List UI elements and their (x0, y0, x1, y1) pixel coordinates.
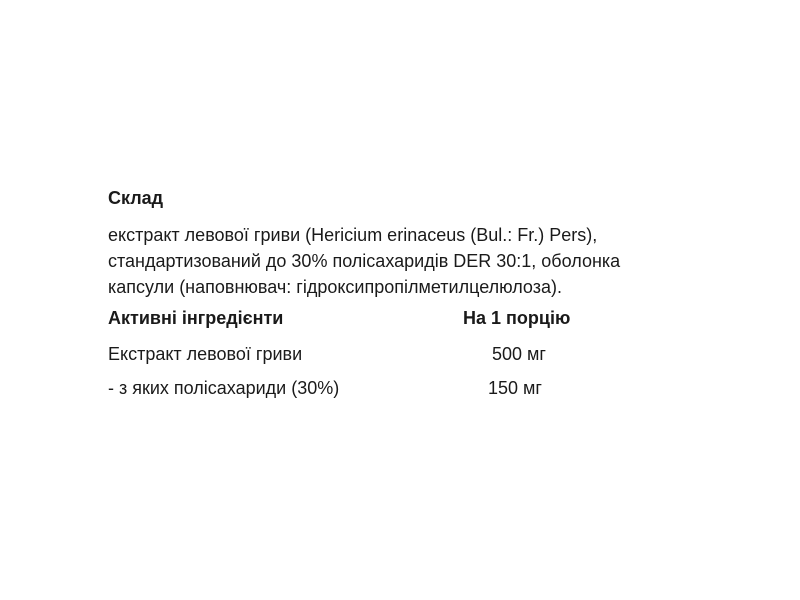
active-ingredients-table (108, 306, 668, 410)
column-header-ingredient: Активні інгредієнти (108, 308, 284, 328)
composition-line: стандартизований до 30% полісахаридів DER 30:1, оболонка (108, 251, 621, 271)
composition-line: екстракт левової гриви (Hericium erinaceus (Bul.: Fr.) Pers), (108, 225, 598, 245)
table-row (108, 342, 668, 376)
column-header-per-serving: На 1 порцію (463, 308, 571, 328)
table-header-row (108, 306, 668, 342)
composition-line: капсули (наповнювач: гідроксипропілметилцелюлоза). (108, 277, 562, 297)
ingredient-name: - з яких полісахариди (30%) (108, 378, 340, 398)
ingredient-name: Екстракт левової гриви (108, 344, 303, 364)
composition-heading: Склад (108, 188, 164, 208)
ingredient-amount: 500 мг (492, 344, 546, 364)
ingredient-amount: 150 мг (488, 378, 542, 398)
supplement-composition-document (108, 186, 708, 410)
composition-text (108, 222, 668, 300)
table-row (108, 376, 668, 410)
